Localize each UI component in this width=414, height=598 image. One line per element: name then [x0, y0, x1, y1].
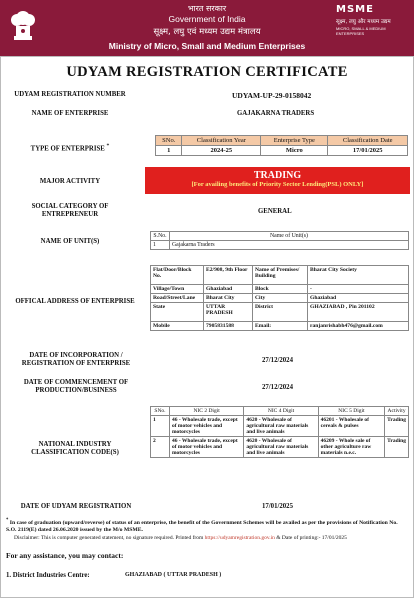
- name-value: GAJAKARNA TRADERS: [237, 110, 315, 117]
- nic-table: [150, 406, 409, 458]
- addr-city-val: Ghaziabad: [308, 294, 409, 303]
- addr-mobile-key: Mobile: [151, 322, 204, 331]
- incorporation-value: 27/12/2024: [262, 357, 293, 364]
- units-label: NAME OF UNIT(S): [40, 238, 100, 245]
- addr-state-val: UTTAR PRADESH: [204, 303, 253, 322]
- note-asterisk: *: [6, 518, 9, 523]
- disclaimer-pre: Disclaimer: This is computer generated statement, no signature required. Printed from: [14, 535, 204, 541]
- assistance-heading: For any assistance, you may contact:: [6, 551, 124, 560]
- udyam-date-label: DATE OF UDYAM REGISTRATION: [20, 503, 132, 510]
- nic-r1-4digit: 4620 - Wholesale of agricultural raw materials and live animals: [244, 416, 318, 437]
- nic-r2-2digit: 46 - Wholesale trade, except of motor vehicles and motorcycles: [169, 437, 243, 458]
- nic-label: NATIONAL INDUSTRY CLASSIFICATION CODE(S): [31, 441, 119, 456]
- msme-logo-text: MSME: [336, 4, 374, 15]
- addr-block-val: -: [308, 285, 409, 294]
- type-td-sno: 1: [156, 146, 182, 156]
- gov-hindi: भारत सरकार: [187, 4, 227, 13]
- addr-state-key: State: [151, 303, 204, 322]
- type-td-type: Micro: [261, 146, 328, 156]
- certificate-title: UDYAM REGISTRATION CERTIFICATE: [66, 64, 348, 80]
- activity-box: [145, 167, 410, 194]
- type-label: [10, 142, 130, 153]
- udyam-date-value: 17/01/2025: [262, 503, 293, 510]
- address-table: [150, 265, 409, 331]
- activity-main: TRADING: [253, 170, 302, 181]
- commencement-label: DATE OF COMMENCEMENT OF PRODUCTION/BUSINESS: [23, 379, 129, 394]
- addr-premises-val: Bharat City Society: [308, 266, 409, 285]
- disclaimer: [14, 535, 409, 542]
- type-th-year: Classification Year: [182, 136, 261, 146]
- addr-village-key: Village/Town: [151, 285, 204, 294]
- units-td-name: Gajakarna Traders: [170, 241, 409, 250]
- addr-email-key: Email:: [253, 322, 308, 331]
- addr-city-key: City: [253, 294, 308, 303]
- units-th-sno: S.No.: [151, 232, 170, 241]
- dic-label: 1. District Industries Centre:: [6, 572, 90, 579]
- addr-email-val: ranjanrishabh476@gmail.com: [308, 322, 409, 331]
- units-td-sno: 1: [151, 241, 170, 250]
- type-th-type: Enterprise Type: [261, 136, 328, 146]
- type-td-year: 2024-25: [182, 146, 261, 156]
- addr-flat-val: E2/908, 9th Floor: [204, 266, 253, 285]
- nic-th-2digit: NIC 2 Digit: [169, 407, 243, 416]
- incorporation-label: DATE OF INCORPORATION / REGISTRATION OF ENTERPRISE: [21, 352, 131, 367]
- nic-r2-sno: 2: [151, 437, 170, 458]
- addr-road-key: Road/Street/Lane: [151, 294, 204, 303]
- nic-th-activity: Activity: [385, 407, 409, 416]
- type-td-date: 17/01/2025: [328, 146, 408, 156]
- nic-th-4digit: NIC 4 Digit: [244, 407, 318, 416]
- msme-hindi: सूक्ष्म, लघु और मध्यम उद्यम: [336, 19, 391, 25]
- disclaimer-post: & Date of printing:- 17/01/2025: [276, 535, 347, 541]
- type-label-text: TYPE OF ENTERPRISE: [30, 145, 105, 153]
- nic-th-5digit: NIC 5 Digit: [318, 407, 384, 416]
- msme-logo: [336, 4, 412, 36]
- udyam-portal-link[interactable]: https://udyamregistration.gov.in: [204, 535, 275, 541]
- units-th-name: Name of Unit(s): [170, 232, 409, 241]
- nic-th-sno: SNo.: [151, 407, 170, 416]
- addr-premises-key: Name of Premises/ Building: [253, 266, 308, 285]
- type-table: [155, 135, 408, 156]
- nic-r1-2digit: 46 - Wholesale trade, except of motor vehicles and motorcycles: [169, 416, 243, 437]
- msme-english: MICRO, SMALL & MEDIUM ENTERPRISES: [336, 26, 386, 36]
- nic-row: [151, 437, 409, 458]
- activity-label: MAJOR ACTIVITY: [39, 178, 101, 185]
- addr-district-key: District: [253, 303, 308, 322]
- social-value: GENERAL: [258, 208, 292, 215]
- addr-flat-key: Flat/Door/Block No.: [151, 266, 204, 285]
- address-label: OFFICAL ADDRESS OF ENTERPRISE: [15, 298, 135, 305]
- nic-row: [151, 416, 409, 437]
- commencement-value: 27/12/2024: [262, 384, 293, 391]
- nic-r1-5digit: 46201 - Wholesale of cereals & pulses: [318, 416, 384, 437]
- addr-road-val: Bharat City: [204, 294, 253, 303]
- header-banner: [0, 0, 414, 56]
- nic-r2-4digit: 4620 - Wholesale of agricultural raw materials and live animals: [244, 437, 318, 458]
- ministry-english: Ministry of Micro, Small and Medium Enterprises: [108, 41, 306, 51]
- addr-mobile-val: 7905831588: [204, 322, 253, 331]
- nic-r2-5digit: 46209 - Whole sale of other agriculture raw materials n.e.c.: [318, 437, 384, 458]
- reg-no-label: UDYAM REGISTRATION NUMBER: [14, 91, 126, 98]
- addr-village-val: Ghaziabad: [204, 285, 253, 294]
- nic-r1-activity: Trading: [385, 416, 409, 437]
- name-label: NAME OF ENTERPRISE: [31, 110, 109, 117]
- nic-r1-sno: 1: [151, 416, 170, 437]
- addr-district-val: GHAZIABAD , Pin 201102: [308, 303, 409, 322]
- social-label: SOCIAL CATEGORY OF ENTREPRENEUR: [31, 203, 109, 218]
- ministry-hindi: सूक्ष्म, लघु एवं मध्यम उद्यम मंत्रालय: [153, 27, 261, 37]
- graduation-note-text: In case of graduation (upward/reverse) of status of an enterprise, the benefit of the Government Schemes will be availed as per the provisions of Notification No. S.O. 2119(E) dated 26.06.2020 issued by the M/o MSME.: [6, 519, 398, 533]
- activity-note: [For availing benefits of Priority Sector Lending(PSL) ONLY]: [191, 181, 364, 188]
- graduation-note: [6, 517, 406, 534]
- units-table: [150, 231, 409, 250]
- type-th-date: Classification Date: [328, 136, 408, 146]
- reg-no-value: UDYAM-UP-29-0158042: [232, 91, 312, 100]
- type-asterisk: *: [106, 143, 110, 149]
- gov-english: Government of India: [168, 14, 246, 24]
- type-th-sno: SNo.: [156, 136, 182, 146]
- addr-block-key: Block: [253, 285, 308, 294]
- nic-r2-activity: Trading: [385, 437, 409, 458]
- dic-value: GHAZIABAD ( UTTAR PRADESH ): [125, 572, 222, 578]
